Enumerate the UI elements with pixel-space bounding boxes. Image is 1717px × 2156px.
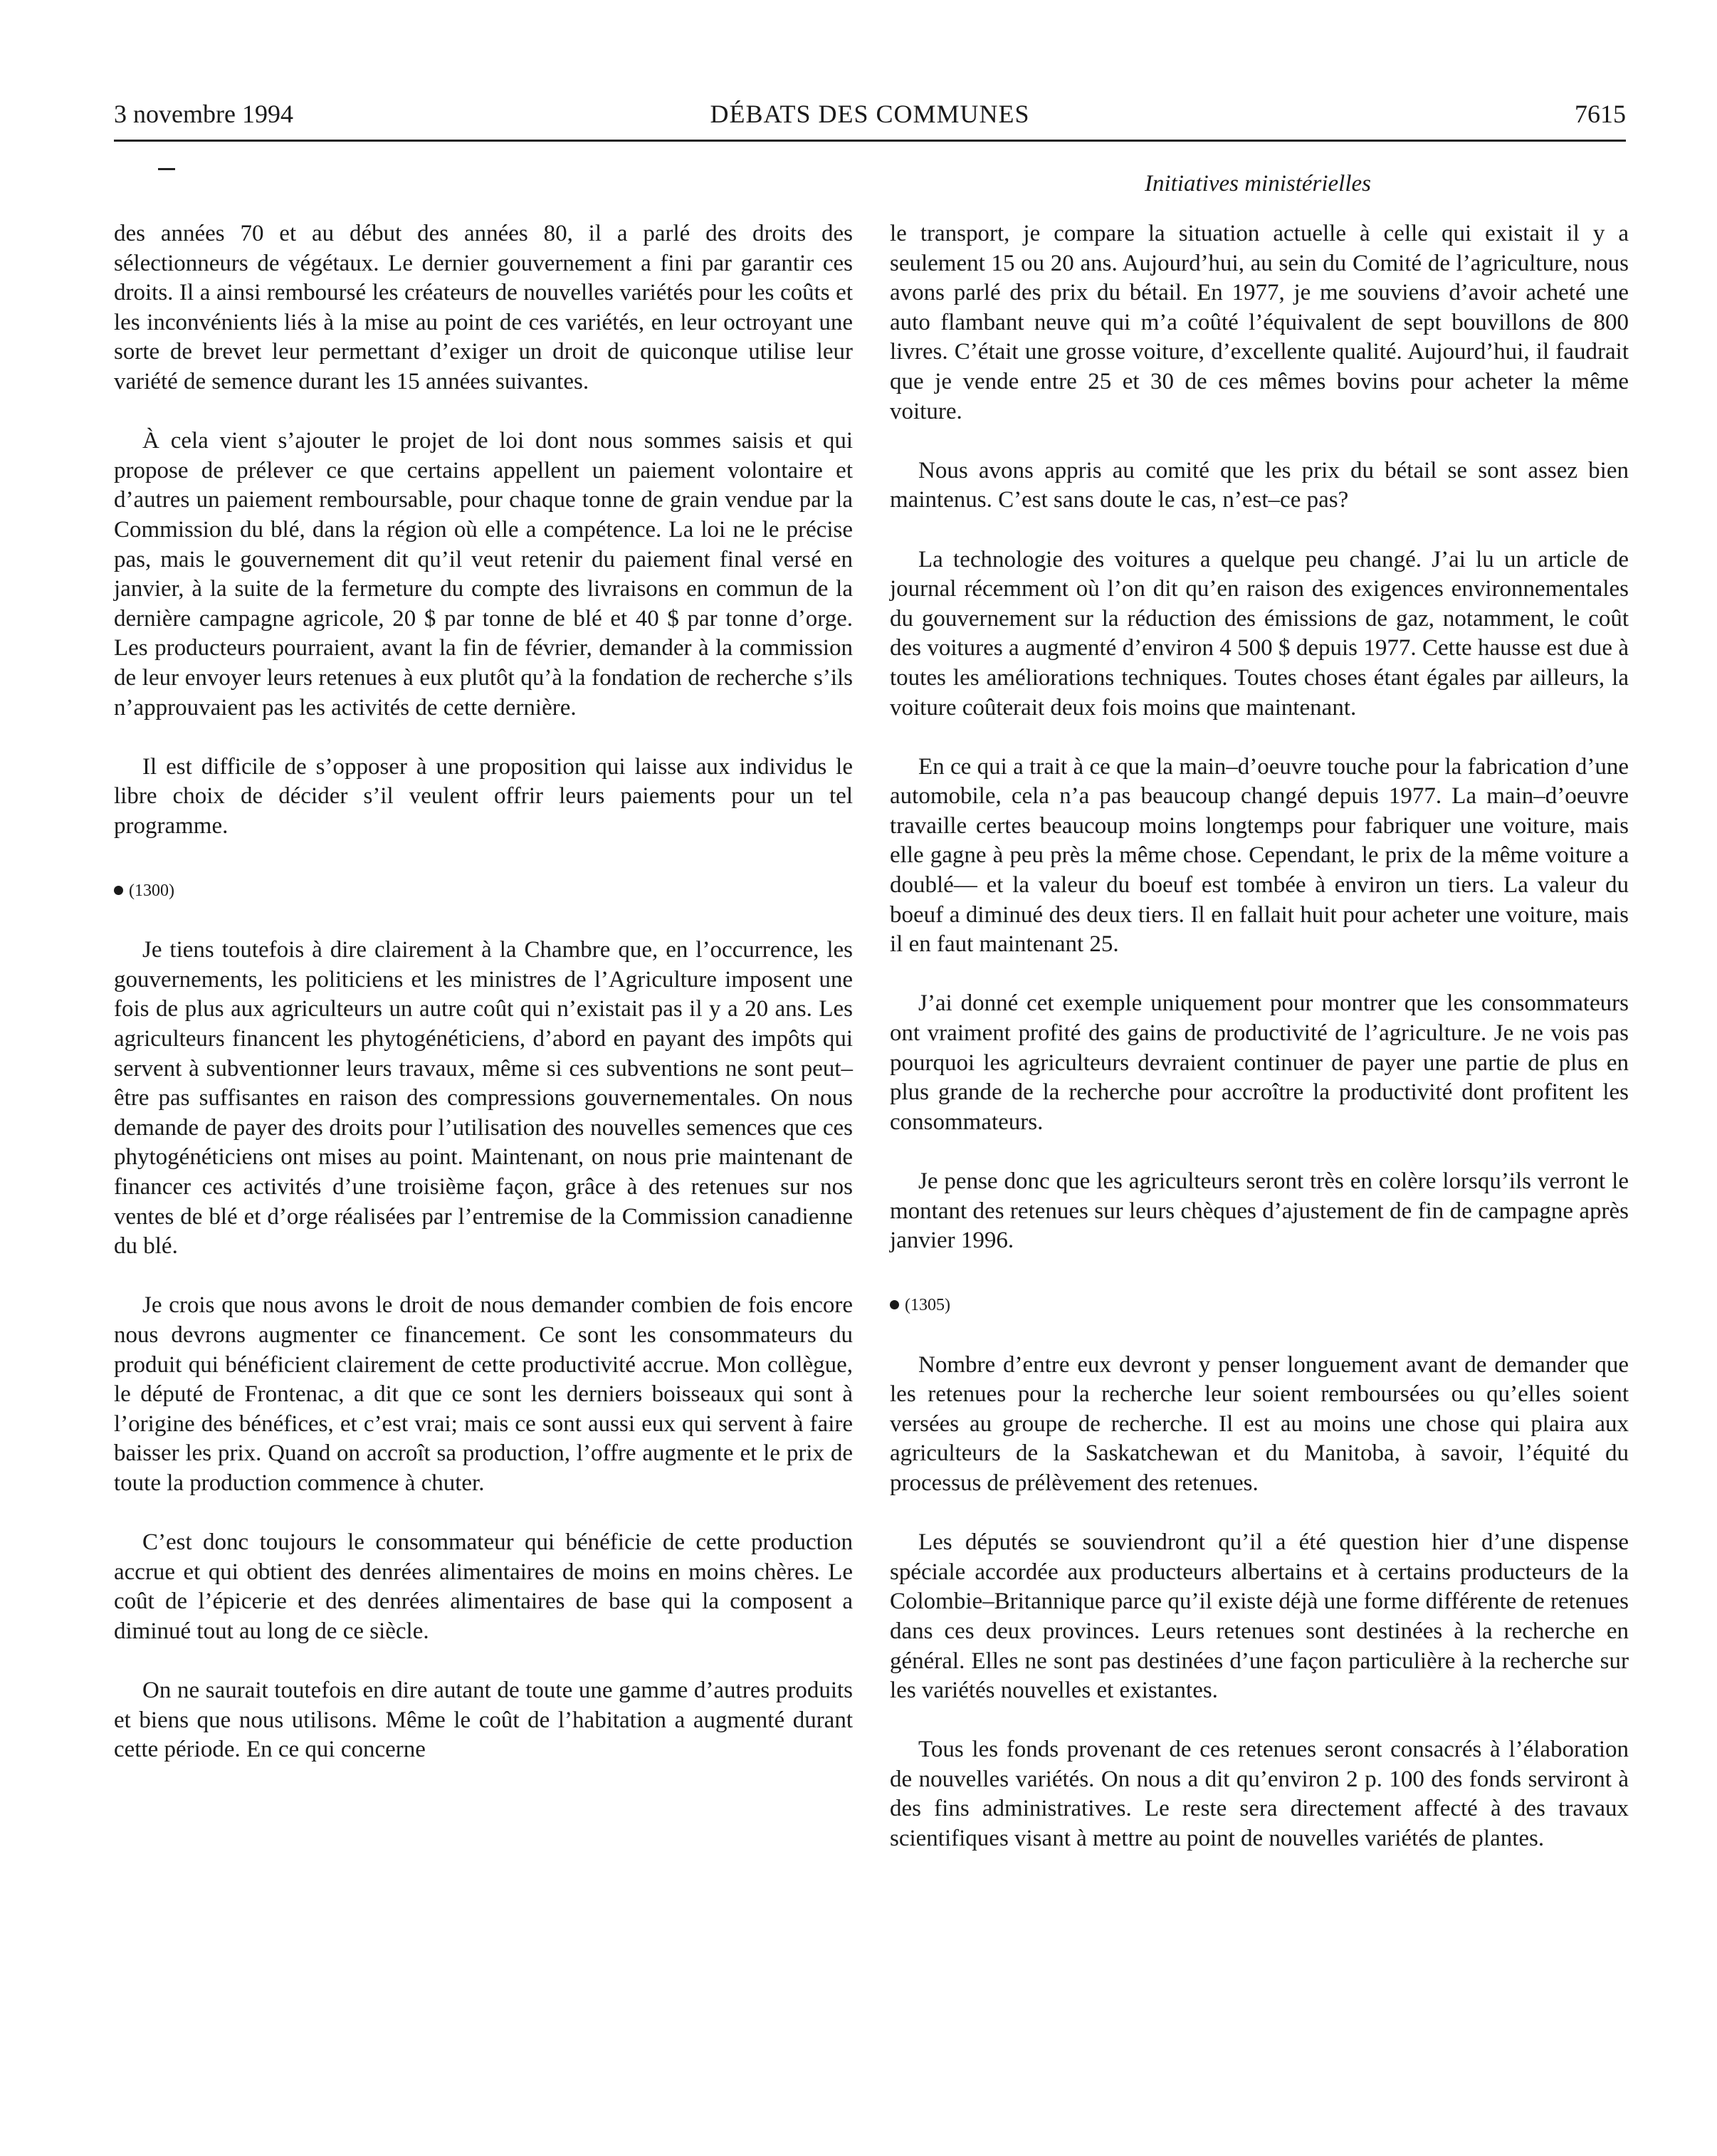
bullet-icon bbox=[114, 886, 123, 895]
bullet-icon bbox=[890, 1300, 899, 1309]
left-column bbox=[114, 219, 853, 1794]
paragraph: J’ai donné cet exemple uniquement pour montrer que les consommateurs ont vraiment profité des gains de productivité de l’agriculture. Je ne vois pas pourquoi les agriculteurs devraient continuer de payer une partie de plus en plus grande de la recherche pour accroître la productivité dont profitent les consommateurs. bbox=[890, 990, 1629, 1135]
time-marker-text: (1305) bbox=[905, 1296, 950, 1315]
paragraph: Je tiens toutefois à dire clairement à la Chambre que, en l’occurrence, les gouvernements, les politiciens et les ministres de l’Agriculture imposent une fois de plus aux agriculteurs un autre coût qui n’existait pas il y a 20 ans. Les agriculteurs financent les phytogénéticiens, d’abord en payant des impôts qui servent à subventionner leurs travaux, même si ces subventions ne sont peut–être pas suffisantes en raison des compressions gouvernementales. On nous demande de payer des droits pour l’utilisation des nouvelles semences que ces phytogénéticiens ont mises au point. Maintenant, on nous prie maintenant de financer ces activités d’une troisième façon, grâce à des retenues sur nos ventes de blé et d’orge réalisées par l’entremise de la Commission canadienne du blé. bbox=[114, 937, 853, 1260]
dash-mark bbox=[158, 168, 175, 170]
paragraph: À cela vient s’ajouter le projet de loi dont nous sommes saisis et qui propose de prélever ce que certains appellent un paiement volontaire et d’autres un paiement remboursable, pour chaque tonne de grain vendue par la Commission du blé, dans la région où elle a compétence. La loi ne le précise pas, mais le gouvernement dit qu’il veut retenir du paiement final versé en janvier, à la suite de la fermeture du compte des livraisons en commun de la dernière campagne agricole, 20 $ par tonne de blé et 40 $ par tonne d’orge. Les producteurs pourraient, avant la fin de février, demander à la commission de leur envoyer leurs retenues à eux plutôt qu’à la fondation de recherche s’ils n’approuvaient pas les activités de cette dernière. bbox=[114, 428, 853, 721]
paragraph: Je pense donc que les agriculteurs seront très en colère lorsqu’ils verront le montant des retenues sur leurs chèques d’ajustement de fin de campagne après janvier 1996. bbox=[890, 1168, 1629, 1254]
paragraph: La technologie des voitures a quelque peu changé. J’ai lu un article de journal récemment où l’on dit qu’en raison des exigences environnementales du gouvernement sur la réduction des émissions de gaz, notamment, le coût des voitures a augmenté d’environ 4 500 $ depuis 1977. Cette hausse est due à toutes les améliorations techniques. Toutes choses étant égales par ailleurs, la voiture coûterait deux fois moins que maintenant. bbox=[890, 546, 1629, 721]
time-marker bbox=[890, 1285, 1629, 1321]
section-title: Initiatives ministérielles bbox=[1144, 171, 1372, 197]
paragraph: Nombre d’entre eux devront y penser longuement avant de demander que les retenues pour la recherche leur soient remboursées ou qu’elles soient versées au groupe de recherche. Il est au moins une chose qui plaira aux agriculteurs de la Saskatchewan et du Manitoba, à savoir, l’équité du processus de prélèvement des retenues. bbox=[890, 1351, 1629, 1496]
paragraph: On ne saurait toutefois en dire autant de toute une gamme d’autres produits et biens que nous utilisons. Même le coût de l’habitation a augmenté durant cette période. En ce qui concerne bbox=[114, 1678, 853, 1763]
paragraph: En ce qui a trait à ce que la main–d’oeuvre touche pour la fabrication d’une automobile, cela n’a pas beaucoup changé depuis 1977. La main–d’oeuvre travaille certes beaucoup moins longtemps pour fabriquer une voiture, mais elle gagne à peu près la même chose. Cependant, le prix de la même voiture a doublé— et la valeur du boeuf est tombée à environ un tiers. La valeur du boeuf a diminué des deux tiers. Il en fallait huit pour acheter une voiture, mais il en faut maintenant 25. bbox=[890, 753, 1629, 958]
paragraph: le transport, je compare la situation actuelle à celle qui existait il y a seulement 15 ou 20 ans. Aujourd’hui, au sein du Comité de l’agriculture, nous avons parlé des prix du bétail. En 1977, je me souviens d’avoir acheté une auto flambant neuve qui m’a coûté l’équivalent de sept bouvillons de 800 livres. C’était une grosse voiture, d’excellente qualité. Aujourd’hui, il faudrait que je vende entre 25 et 30 de ces mêmes bovins pour acheter la même voiture. bbox=[890, 221, 1629, 424]
paragraph: C’est donc toujours le consommateur qui bénéficie de cette production accrue et qui obtient des denrées alimentaires de moins en moins chères. Le coût de l’épicerie et des denrées alimentaires de base qui la composent a diminué tout au long de ce siècle. bbox=[114, 1529, 853, 1644]
paragraph: Les députés se souviendront qu’il a été question hier d’une dispense spéciale accordée aux producteurs albertains et à certains producteurs de la Colombie–Britannique parce qu’il existe déjà une forme différente de retenues dans ces deux provinces. Leurs retenues sont destinées à la recherche en général. Elles ne sont pas destinées d’une façon particulière à la recherche sur les variétés nouvelles et existantes. bbox=[890, 1529, 1629, 1704]
time-marker-text: (1300) bbox=[129, 881, 174, 901]
paragraph: Il est difficile de s’opposer à une proposition qui laisse aux individus le libre choix de décider s’il veulent offrir leurs paiements pour un tel programme. bbox=[114, 753, 853, 839]
paragraph: des années 70 et au début des années 80, il a parlé des droits des sélectionneurs de végétaux. Le dernier gouvernement a fini par garantir ces droits. Il a ainsi remboursé les créateurs de nouvelles variétés pour les coûts et les inconvénients liés à la mise au point de ces variétés, en leur octroyant une sorte de brevet leur permettant d’exiger un droit de quiconque utilise leur variété de semence durant les 15 années suivantes. bbox=[114, 221, 853, 394]
time-marker bbox=[114, 871, 853, 906]
header-title: DÉBATS DES COMMUNES bbox=[710, 100, 1030, 128]
paragraph: Tous les fonds provenant de ces retenues seront consacrés à l’élaboration de nouvelles variétés. On nous a dit qu’environ 2 p. 100 des fonds serviront à des fins administratives. Le reste sera directement affecté à des travaux scientifiques visant à mettre au point de nouvelles variétés de plantes. bbox=[890, 1737, 1629, 1852]
paragraph: Nous avons appris au comité que les prix du bétail se sont assez bien maintenus. C’est sans doute le cas, n’est–ce pas? bbox=[890, 457, 1629, 513]
page-header bbox=[114, 93, 1626, 135]
header-date: 3 novembre 1994 bbox=[114, 100, 293, 128]
header-page-number: 7615 bbox=[1575, 100, 1626, 128]
header-rule bbox=[114, 140, 1626, 142]
right-column bbox=[890, 219, 1629, 1883]
paragraph: Je crois que nous avons le droit de nous demander combien de fois encore nous devrons augmenter ce financement. Ce sont les consommateurs du produit qui bénéficient clairement de cette productivité accrue. Mon collègue, le député de Frontenac, a dit que ce sont les derniers boisseaux qui sont à l’origine des bénéfices, et c’est vrai; mais ce sont aussi eux qui servent à faire baisser les prix. Quand on accroît sa production, l’offre augmente et le prix de toute la production commence à chuter. bbox=[114, 1292, 853, 1496]
